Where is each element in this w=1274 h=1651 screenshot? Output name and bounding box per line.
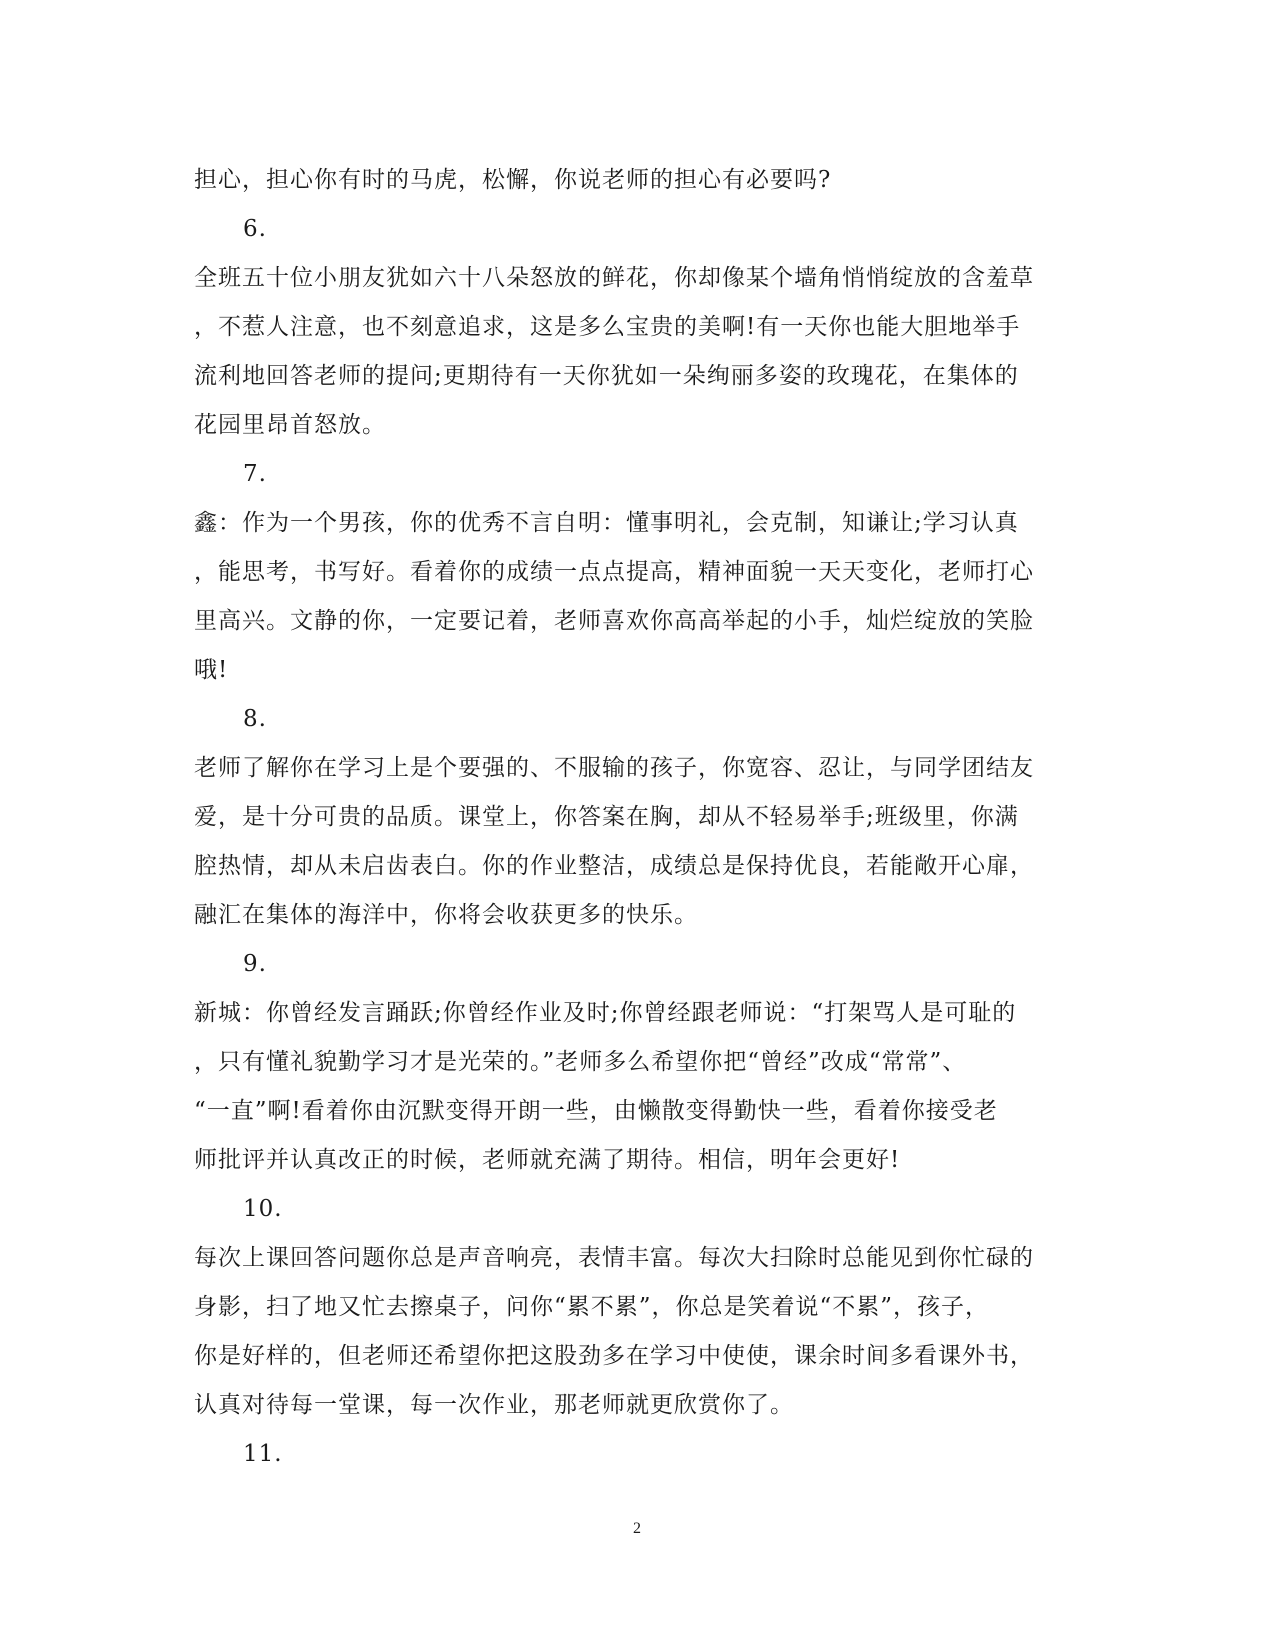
document-body: [194, 156, 1074, 1479]
text-line: 全班五十位小朋友犹如六十八朵怒放的鲜花，你却像某个墙角悄悄绽放的含羞草: [194, 265, 1034, 291]
text-line: 流利地回答老师的提问;更期待有一天你犹如一朵绚丽多姿的玫瑰花，在集体的: [194, 363, 1019, 389]
item-number: 11.: [243, 1441, 283, 1467]
page-number: 2: [633, 1520, 641, 1537]
text-line: 里高兴。文静的你，一定要记着，老师喜欢你高高举起的小手，灿烂绽放的笑脸: [194, 608, 1034, 634]
text-line: 你是好样的，但老师还希望你把这股劲多在学习中使使，课余时间多看课外书，: [194, 1343, 1034, 1369]
item-number: 10.: [243, 1196, 283, 1222]
item-number: 7.: [243, 461, 267, 487]
item-number: 8.: [243, 706, 267, 732]
text-line: ，能思考，书写好。看着你的成绩一点点提高，精神面貌一天天变化，老师打心: [194, 559, 1034, 585]
text-line: 身影，扫了地又忙去擦桌子，问你“累不累”，你总是笑着说“不累”，孩子，: [194, 1294, 990, 1320]
text-line: 花园里昂首怒放。: [194, 412, 386, 438]
text-line: 担心，担心你有时的马虎，松懈，你说老师的担心有必要吗?: [194, 167, 832, 193]
text-line: 每次上课回答问题你总是声音响亮，表情丰富。每次大扫除时总能见到你忙碌的: [194, 1245, 1034, 1271]
text-line: 爱，是十分可贵的品质。课堂上，你答案在胸，却从不轻易举手;班级里，你满: [194, 804, 1019, 830]
text-line: 融汇在集体的海洋中，你将会收获更多的快乐。: [194, 902, 698, 928]
text-line: 鑫：作为一个男孩，你的优秀不言自明：懂事明礼，会克制，知谦让;学习认真: [194, 510, 1019, 536]
text-line: 师批评并认真改正的时候，老师就充满了期待。相信，明年会更好!: [194, 1147, 901, 1173]
text-line: ，不惹人注意，也不刻意追求，这是多么宝贵的美啊!有一天你也能大胆地举手: [194, 314, 1021, 340]
text-line: 认真对待每一堂课，每一次作业，那老师就更欣赏你了。: [194, 1392, 794, 1418]
text-line: 新城：你曾经发言踊跃;你曾经作业及时;你曾经跟老师说：“打架骂人是可耻的: [194, 1000, 1017, 1026]
item-number: 9.: [243, 951, 267, 977]
item-number: 6.: [243, 216, 267, 242]
text-line: 腔热情，却从未启齿表白。你的作业整洁，成绩总是保持优良，若能敞开心扉，: [194, 853, 1034, 879]
text-line: ，只有懂礼貌勤学习才是光荣的。”老师多么希望你把“曾经”改成“常常”、: [194, 1049, 967, 1075]
text-line: 哦!: [194, 657, 229, 683]
text-line: 老师了解你在学习上是个要强的、不服输的孩子，你宽容、忍让，与同学团结友: [194, 755, 1034, 781]
text-line: “一直”啊!看着你由沉默变得开朗一些，由懒散变得勤快一些，看着你接受老: [194, 1098, 998, 1124]
